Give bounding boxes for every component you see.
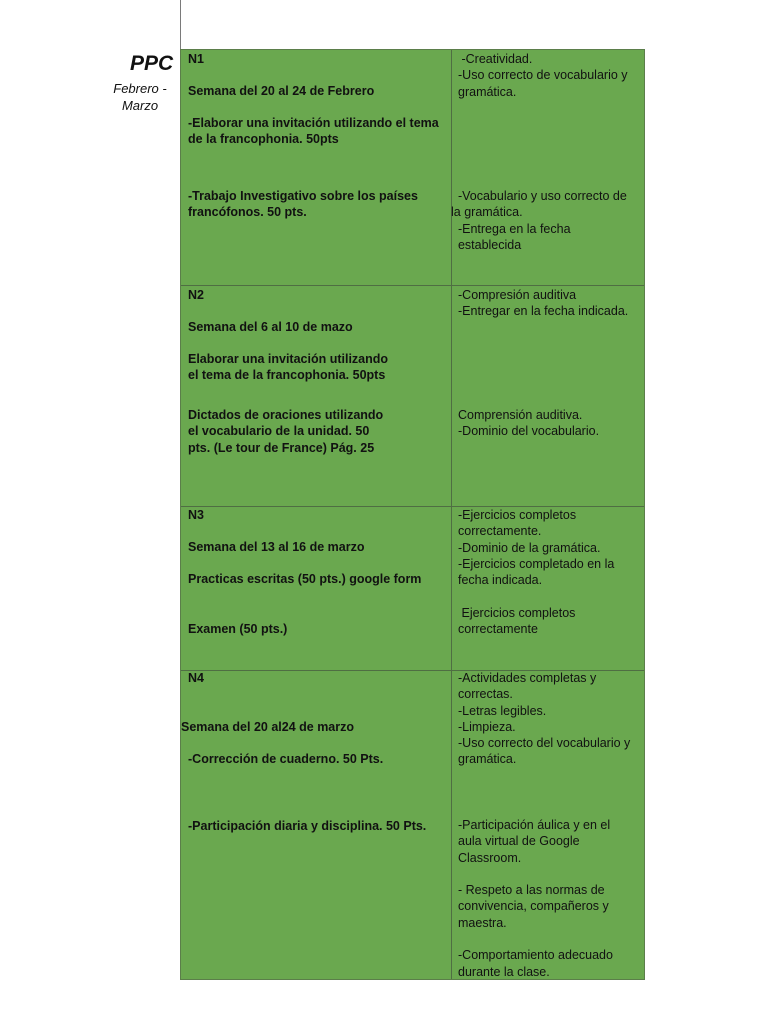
activity-1-n1: -Elaborar una invitación utilizando el tema de la francophonia. 50pts — [188, 116, 439, 147]
criteria-2-n4: -Participación áulica y en el aula virtual de Google Classroom. - Respeto a las normas de convivencia, compañeros y maestra. -Comportamiento adecuado durante la clase. — [458, 818, 613, 979]
criteria-2-n1: -Vocabulario y uso correcto de la gramática. -Entrega en la fecha establecida — [451, 189, 627, 252]
activity-2-n2: Dictados de oraciones utilizando el vocabulario de la unidad. 50 pts. (Le tour de France) Pág. 25 — [188, 408, 384, 455]
activity-1-n2: Elaborar una invitación utilizando el tema de la francophonia. 50pts — [188, 352, 389, 383]
page-margin-line — [180, 0, 181, 50]
week-label-n3: Semana del 13 al 16 de marzo — [188, 540, 365, 554]
criteria-1-n2: -Compresión auditiva -Entregar en la fecha indicada. — [458, 288, 629, 319]
criteria-2-n2: Comprensión auditiva. -Dominio del vocabulario. — [458, 408, 600, 439]
period-line-2: Marzo — [121, 98, 159, 113]
criteria-1-n3: -Ejercicios completos correctamente. -Dominio de la gramática. -Ejercicios completado en la fecha indicada. — [458, 508, 615, 588]
activity-1-n3: Practicas escritas (50 pts.) google form — [188, 572, 422, 586]
activity-2-n3: Examen (50 pts.) — [188, 622, 288, 636]
row-code-n2: N2 — [188, 288, 204, 302]
week-label-n2: Semana del 6 al 10 de mazo — [188, 320, 353, 334]
week-label-n4: Semana del 20 al24 de marzo — [181, 720, 355, 734]
period-label — [102, 80, 178, 114]
evaluation-table — [180, 49, 645, 980]
row-divider — [181, 285, 644, 286]
row-code-n4: N4 — [188, 671, 204, 685]
activity-2-n1: -Trabajo Investigativo sobre los países francófonos. 50 pts. — [188, 189, 418, 220]
row-code-n3: N3 — [188, 508, 204, 522]
period-line-1: Febrero - — [113, 81, 167, 96]
row-code-n1: N1 — [188, 52, 204, 66]
week-label-n1: Semana del 20 al 24 de Febrero — [188, 84, 375, 98]
activity-1-n4: -Corrección de cuaderno. 50 Pts. — [188, 752, 384, 766]
criteria-1-n1: -Creatividad. -Uso correcto de vocabulario y gramática. — [458, 52, 628, 99]
activity-2-n4: -Participación diaria y disciplina. 50 Pts. — [188, 819, 427, 833]
criteria-1-n4: -Actividades completas y correctas. -Letras legibles. -Limpieza. -Uso correcto del vocabulario y gramática. — [458, 671, 631, 767]
criteria-2-n3: Ejercicios completos correctamente — [458, 606, 576, 637]
subject-title: PPC — [130, 52, 174, 75]
